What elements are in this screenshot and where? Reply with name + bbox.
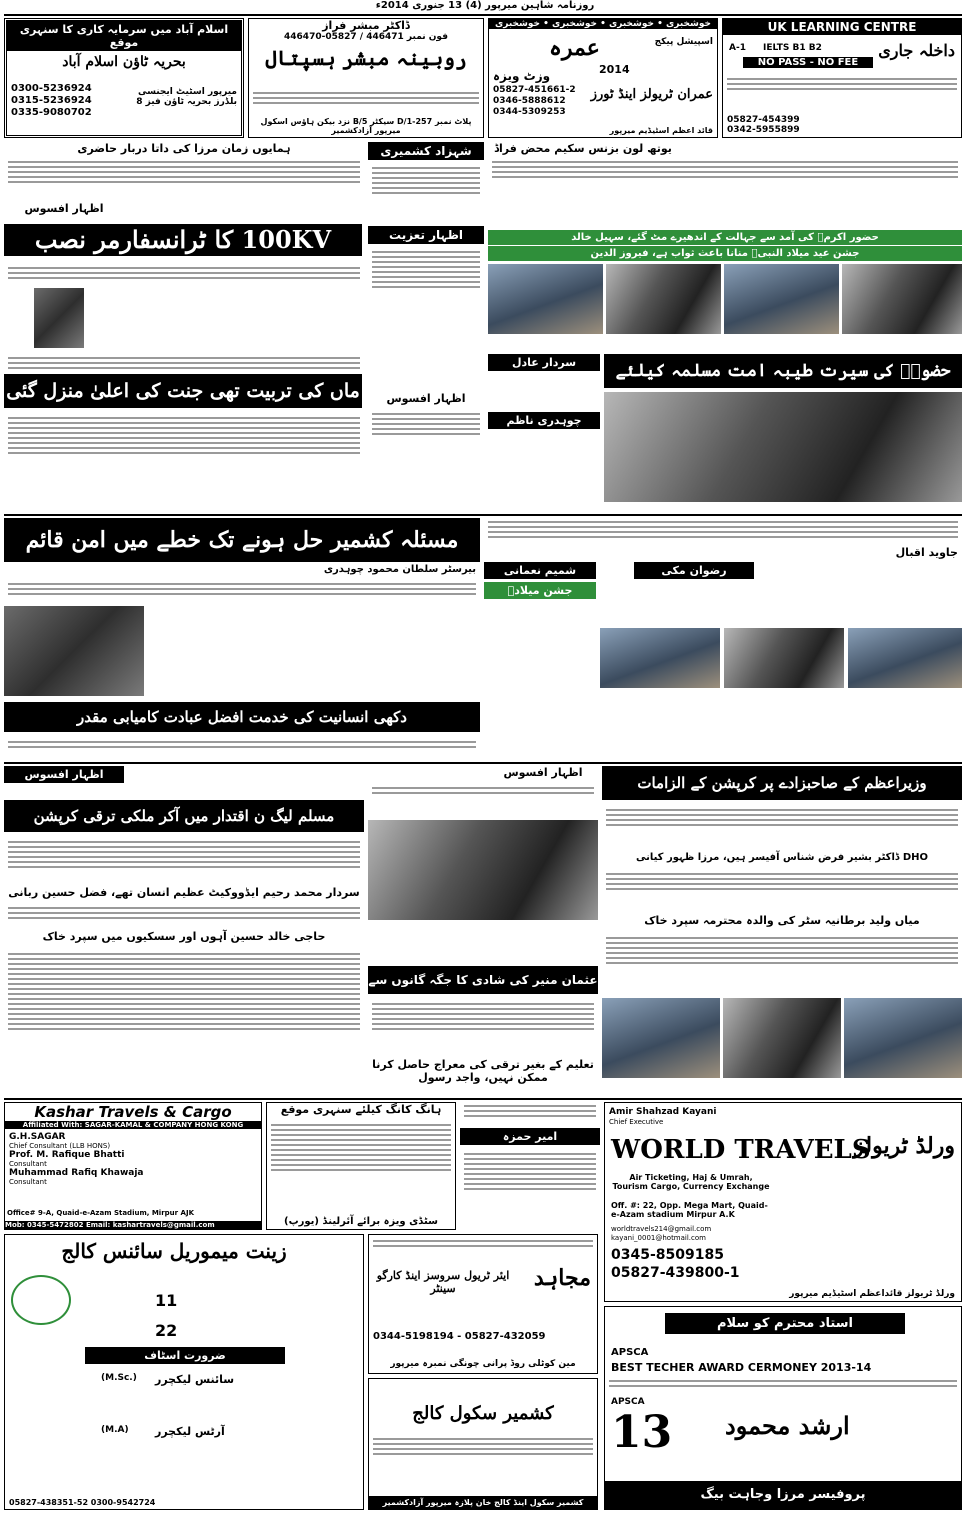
news-photo-13 xyxy=(844,998,962,1078)
ad-kashar-p1role: Chief Consultant (LLB HONS) xyxy=(9,1142,111,1150)
news-right-top xyxy=(488,142,962,512)
ad-umrah-phones xyxy=(493,85,576,118)
headline-afsos-4: اظہار افسوس xyxy=(503,766,583,779)
headline-seerat: حضورؐ کی سیرت طیبہ امت مسلمہ کیلئے xyxy=(604,354,962,388)
ad-kashar-p1: G.H.SAGAR xyxy=(9,1132,66,1142)
ad-mujahid-title: مجاہد xyxy=(533,1265,591,1291)
ad-zeenat-phones: 05827-438351-52 0300-9542724 xyxy=(9,1498,156,1507)
ad-uk-a1: A-1 xyxy=(729,43,746,53)
ad-hospital-phone: فون نمبر 446471 / 05827-446470 xyxy=(284,32,448,42)
ad-hongkong-title: ہانگ کانگ کیلئے سنہری موقع xyxy=(280,1103,442,1116)
news-photo-4 xyxy=(724,264,839,334)
ad-umrah-footer: قائد اعظم اسٹیڈیم میرپور xyxy=(609,126,713,135)
ad-umrah-subtitle: اسپیشل پیکج xyxy=(654,37,713,47)
news-photo-3 xyxy=(606,264,721,334)
ad-world-footer: ورلڈ ٹریولز قائداعظم اسٹیڈیم میرپور xyxy=(789,1289,955,1299)
ad-apsca-name: ارشد محمود xyxy=(725,1411,850,1440)
college-logo-icon xyxy=(11,1275,71,1325)
ad-umrah-year: 2014 xyxy=(599,63,630,76)
headline-shahzad: شہزاد کشمیری xyxy=(368,142,484,160)
headline-jehalat: حضور اکرمؐ کی آمد سے جہالت کے اندھیرے مٹ گئے، سہیل خالد xyxy=(488,230,962,245)
ad-zeenat-job1: سائنس لیکچرر xyxy=(155,1373,235,1386)
ad-apsca-footer: پروفیسر مرزا وجاہت بیگ xyxy=(605,1481,961,1509)
headline-khala: حاجی خالد حسین آہوں اور سسکیوں میں سپرد خاک xyxy=(42,930,326,943)
ad-kashmir-footer: کشمیر سکول اینڈ کالج خان پلازہ میرپور آزادکشمیر xyxy=(369,1496,597,1509)
ad-mujahid-subtitle: ایئر ٹریول سروسز اینڈ کارگو سینٹر xyxy=(376,1269,510,1295)
phone-2: 0346-5888612 xyxy=(493,96,566,106)
phone-2: 0342-5955899 xyxy=(727,125,800,135)
ad-world-phone1: 0345-8509185 xyxy=(611,1247,724,1263)
ad-world-email: worldtravels214@gmail.com xyxy=(611,1225,712,1233)
ad-bahria-footer: میرپور اسٹیٹ ایجنسی بلڈرز بحریہ ٹاؤن فیز 8 xyxy=(136,87,237,107)
ad-apsca-date: 13 xyxy=(611,1407,673,1458)
headline-shamim: شمیم نعمانی xyxy=(484,562,596,579)
news-photo-group xyxy=(368,820,598,920)
ad-umrah xyxy=(488,18,718,138)
news-mid-column xyxy=(368,142,484,512)
ad-apsca-line1: APSCA xyxy=(611,1347,649,1358)
section-rule-2 xyxy=(4,762,962,764)
ad-kashar xyxy=(4,1102,262,1230)
ad-kashar-p2: Prof. M. Rafique Bhatti xyxy=(9,1150,125,1160)
headline-dataa: ہمایوں زمان مرزا کی داتا دربار حاضری xyxy=(77,142,291,155)
headline-dho: DHO ڈاکٹر بشیر فرض شناس آفیسر ہیں، مرزا ظہور کیانی xyxy=(635,852,929,863)
headline-milad: جشن عید میلاد النبیؐ منانا باعث ثواب ہے، فیروز الدین xyxy=(488,246,962,261)
headline-chaudhry: چوہدری ناظم xyxy=(488,412,600,429)
headline-taleem: تعلیم کے بغیر ترقی کی معراج حاصل کرنا ممکن نہیں، واجد رسول xyxy=(372,1058,594,1084)
news-photo-6 xyxy=(604,392,962,502)
ad-world-exec: Amir Shahzad Kayani xyxy=(609,1107,717,1117)
ad-uk-ielts: IELTS B1 B2 xyxy=(763,43,822,53)
headline-iqbal: جاوید اقبال xyxy=(895,546,958,559)
ad-hospital-name: روبینہ مبشر ہسپتال xyxy=(265,46,467,70)
news-photo-7 xyxy=(4,606,144,696)
news-small-hamza xyxy=(460,1102,600,1230)
ad-kashar-title: Kashar Travels & Cargo xyxy=(34,1103,232,1121)
ad-bahria-title: اسلام آباد میں سرمایہ کاری کا سنہری موقع xyxy=(7,21,241,51)
phone-3: 0344-5309253 xyxy=(493,107,566,117)
phone-1: 0300-5236924 xyxy=(11,83,92,94)
news-photo-1 xyxy=(34,288,84,348)
headline-taziat: اظہار تعزیت xyxy=(368,226,484,244)
ad-uk-phones xyxy=(727,115,800,135)
ad-zeenat-job1q: (M.Sc.) xyxy=(101,1373,137,1383)
ad-world-title-ur: ورلڈ ٹریولز xyxy=(853,1133,955,1159)
ad-zeenat-date1: 11 xyxy=(155,1291,178,1310)
headline-usman: عثمان منیر کی شادی کا جگہ گانوں سے xyxy=(368,966,598,994)
ad-kashar-p3role: Consultant xyxy=(9,1178,47,1186)
ad-kashmir-title: کشمیر سکول کالج xyxy=(412,1403,554,1424)
news-milad-right xyxy=(484,518,962,758)
headline-sardar: سردار عادل xyxy=(488,354,600,371)
headline-insaniat: دکھی انسانیت کی خدمت افضل عبادت کامیابی مقدر xyxy=(4,702,480,732)
ad-world-address: Off. #: 22, Opp. Mega Mart, Quaid-e-Azam stadium Mirpur A.K xyxy=(611,1201,768,1219)
phone-3: 0335-9080702 xyxy=(11,107,92,118)
ad-zeenat-title: زینت میموریل سائنس کالج xyxy=(61,1239,287,1263)
ad-umrah-title: عمرہ xyxy=(549,35,600,61)
section-rule-1 xyxy=(4,514,962,516)
ad-uk-admission: داخلہ جاری xyxy=(878,41,955,60)
headline-hamza: امیر حمزہ xyxy=(460,1128,600,1145)
masthead: روزنامہ شاہین میرپور (4) 13 جنوری 2014ء xyxy=(375,0,595,11)
ad-apsca-line2: BEST TECHER AWARD CERMONEY 2013-14 xyxy=(611,1361,872,1374)
headline-sirdar: سردار محمد رحیم ایڈووکیٹ عظیم انسان تھے، فضل حسین ربانی xyxy=(8,886,360,899)
phone-1: 05827-454399 xyxy=(727,115,800,125)
ad-kashar-p3: Muhammad Rafiq Khawaja xyxy=(9,1168,144,1178)
ad-bahria-subtitle: بحریہ ٹاؤن اسلام آباد xyxy=(62,54,186,70)
ad-kashar-p2role: Consultant xyxy=(9,1160,47,1168)
headline-100kv: 100KV کا ٹرانسفارمر نصب xyxy=(4,224,362,256)
headline-afsos-2: اظہار افسوس xyxy=(386,392,466,405)
news-lower-left xyxy=(4,766,364,1096)
ad-kashar-contact: Mob: 0345-5472802 Email: kashartravels@gmail.com xyxy=(5,1221,261,1229)
ad-hongkong xyxy=(266,1102,456,1230)
ad-hongkong-footer: سٹڈی ویزہ برائے آئرلینڈ (یورپ) xyxy=(284,1216,438,1227)
news-lower-mid xyxy=(368,766,598,1096)
ad-mujahid-footer: مین کوٹلی روڈ پرانی چونگی نمبرہ میرپور xyxy=(390,1359,576,1369)
ad-uk-title: UK LEARNING CENTRE xyxy=(723,19,961,35)
ad-world-travels xyxy=(604,1102,962,1302)
headline-mian: میاں ولید برطانیہ سٹر کی والدہ محترمہ سپرد خاک xyxy=(644,914,920,927)
ad-world-kayani: kayani_0001@hotmail.com xyxy=(611,1234,706,1242)
ad-hospital xyxy=(248,18,484,138)
ad-zeenat-job2q: (M.A) xyxy=(101,1425,129,1435)
ad-apsca-line3: APSCA xyxy=(611,1397,645,1407)
ad-kashar-office: Office# 9-A, Quaid-e-Azam Stadium, Mirpur AJK xyxy=(7,1209,194,1217)
ad-world-phone2: 05827-439800-1 xyxy=(611,1265,740,1281)
news-photo-10 xyxy=(848,628,962,688)
ad-apsca xyxy=(604,1306,962,1510)
ad-world-services: Air Ticketing, Haj & Umrah, Tourism Cargo, Currency Exchange xyxy=(612,1173,770,1191)
headline-maa: ماں کی تربیت تھی جنت کی اعلیٰ منزل گئی xyxy=(4,374,362,408)
ad-zeenat xyxy=(4,1234,364,1510)
headline-kashmir: مسئلہ کشمیر حل ہونے تک خطے میں امن قائم گا xyxy=(4,518,480,562)
ad-zeenat-job2: آرٹس لیکچرر xyxy=(155,1425,225,1438)
ad-uk-offer: NO PASS - NO FEE xyxy=(743,57,873,68)
section-rule-3 xyxy=(4,1098,962,1100)
ad-umrah-ribbon: خوشخبری • خوشخبری • خوشخبری • خوشخبری xyxy=(489,19,717,29)
headline-jashn: جشن میلادؐ xyxy=(484,582,596,599)
news-left-top xyxy=(4,142,364,512)
headline-youth: یوتھ لون بزنس سکیم محض فراڈ xyxy=(494,142,672,155)
ad-world-title-en: WORLD TRAVELS xyxy=(611,1135,871,1165)
ad-mujahid-phones: 0344-5198194 - 05827-432059 xyxy=(373,1331,546,1342)
ad-bahria xyxy=(4,18,244,138)
ad-bahria-phones xyxy=(11,83,92,119)
ad-kashmir-school xyxy=(368,1378,598,1510)
news-photo-9 xyxy=(724,628,844,688)
news-kashmir xyxy=(4,518,480,758)
ad-uk-learning xyxy=(722,18,962,138)
ad-mujahid xyxy=(368,1234,598,1374)
phone-1: 05827-451661-2 xyxy=(493,85,576,95)
headline-barrister: بیرسٹر سلطان محمود چوہدری xyxy=(323,564,476,575)
news-photo-2 xyxy=(488,264,603,334)
news-photo-5 xyxy=(842,264,962,334)
headline-muslim-league: مسلم لیگ ن اقتدار میں آکر ملکی ترقی کرپشن xyxy=(4,800,364,832)
headline-rizwan: رضوان مکی xyxy=(634,562,754,579)
phone-2: 0315-5236924 xyxy=(11,95,92,106)
news-lower-right xyxy=(602,766,962,1096)
news-photo-12 xyxy=(723,998,841,1078)
ad-hospital-footer: پلاٹ نمبر D/1-257 سیکٹر B/5 نزد بیکن ہاؤس اسکول میرپور آزادکشمیر xyxy=(260,117,472,135)
ad-umrah-agency: عمران ٹریولز اینڈ ٹورز xyxy=(590,87,713,102)
news-photo-11 xyxy=(602,998,720,1078)
ad-hospital-doctor: ڈاکٹر مبشر فراز xyxy=(322,19,410,32)
ad-umrah-visa: وزٹ ویزہ xyxy=(493,69,551,83)
ad-apsca-head: استاد محترم کو سلام xyxy=(665,1313,905,1334)
headline-wazir: وزیراعظم کے صاحبزادے پر کرپشن کے الزامات xyxy=(602,766,962,800)
masthead-rule xyxy=(4,14,962,16)
ad-world-role: Chief Executive xyxy=(609,1118,664,1126)
ad-zeenat-date2: 22 xyxy=(155,1321,178,1340)
ad-zeenat-staff: ضرورت اسٹاف xyxy=(85,1347,285,1364)
news-photo-8 xyxy=(600,628,720,688)
headline-afsos-1: اظہار افسوس xyxy=(24,202,104,215)
ad-kashar-affiliated: Affiliated With: SAGAR-KAMAL & COMPANY HONG KONG xyxy=(5,1121,261,1129)
headline-afsos-3: اظہار افسوس xyxy=(4,766,124,783)
